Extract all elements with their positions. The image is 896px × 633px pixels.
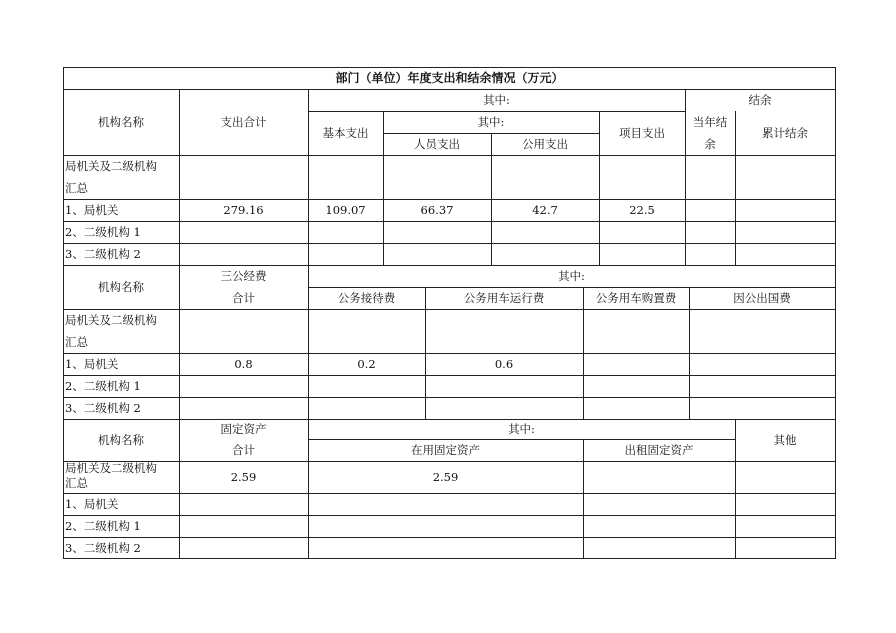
- header-of-which-basic: 其中:: [477, 115, 505, 129]
- header-three-public-line2: 合计: [232, 291, 255, 305]
- cell-total: 279.16: [223, 203, 264, 217]
- header-fixed-assets-line2: 合计: [232, 443, 255, 457]
- header-fixed-assets-line1: 固定资产: [220, 422, 267, 436]
- table-row-label: 1、局机关: [65, 497, 119, 511]
- row-label-line1: 局机关及二级机构: [65, 159, 157, 173]
- row-label-line2: 汇总: [65, 335, 88, 349]
- header-total-expenditure: 支出合计: [220, 115, 267, 129]
- table-row-label: 2、二级机构 1: [65, 225, 141, 239]
- header-current-year-surplus: [685, 111, 735, 155]
- header-org-name: 机构名称: [98, 280, 144, 294]
- header-project-expenditure: 项目支出: [619, 126, 665, 140]
- table-title: 部门（单位）年度支出和结余情况（万元）: [335, 71, 564, 85]
- header-basic-expenditure: 基本支出: [322, 126, 369, 140]
- cell-total: 2.59: [230, 470, 257, 484]
- table-row-label: [63, 461, 179, 493]
- header-of-which: 其中:: [483, 93, 510, 107]
- row-label-line1: 局机关及二级机构: [65, 313, 157, 327]
- header-fixed-assets-total: [179, 419, 308, 461]
- table-row-label: 3、二级机构 2: [65, 540, 141, 555]
- header-vehicle-running-fee: 公务用车运行费: [463, 291, 545, 305]
- table-row-label: [63, 155, 179, 199]
- cell-in-use: 2.59: [432, 470, 459, 484]
- cell-personnel: 66.37: [420, 203, 454, 217]
- header-current-year-surplus-line2: 余: [704, 137, 716, 151]
- table-row-label: 3、二级机构 2: [65, 247, 141, 261]
- table-row-label: [63, 309, 179, 353]
- header-of-which: 其中:: [508, 422, 535, 436]
- table-row-label: 1、局机关: [65, 357, 119, 371]
- header-surplus: 结余: [748, 93, 772, 107]
- header-current-year-surplus-line1: 当年结: [692, 115, 728, 129]
- header-other: 其他: [773, 433, 797, 447]
- cell-reception: 0.2: [357, 357, 376, 371]
- header-three-public-total: [179, 265, 308, 309]
- header-leased-assets: 出租固定资产: [624, 443, 694, 457]
- table-row-label: 2、二级机构 1: [65, 519, 141, 533]
- row-label-line2: 汇总: [65, 476, 88, 490]
- rule: [835, 67, 836, 559]
- header-overseas-travel-fee: 因公出国费: [733, 291, 791, 305]
- header-three-public-line1: 三公经费: [220, 269, 267, 283]
- row-label-line2: 汇总: [65, 181, 88, 195]
- header-public-expenditure: 公用支出: [522, 137, 568, 151]
- header-org-name: 机构名称: [98, 115, 144, 129]
- table-row-label: 3、二级机构 2: [65, 401, 141, 415]
- row-label-line1: 局机关及二级机构: [65, 461, 157, 475]
- cell-total: 0.8: [234, 357, 253, 371]
- table-row-label: 1、局机关: [65, 203, 119, 217]
- header-reception-fee: 公务接待费: [337, 291, 396, 305]
- table-row-label: 2、二级机构 1: [65, 379, 141, 393]
- header-cumulative-surplus: 累计结余: [762, 126, 808, 140]
- cell-vehicle-running: 0.6: [494, 357, 514, 371]
- header-org-name: 机构名称: [98, 433, 144, 447]
- cell-public: 42.7: [532, 203, 558, 217]
- header-of-which: 其中:: [558, 269, 585, 283]
- header-vehicle-purchase-fee: 公务用车购置费: [595, 291, 677, 305]
- cell-basic: 109.07: [325, 203, 366, 217]
- header-personnel-expenditure: 人员支出: [414, 137, 460, 151]
- header-in-use-assets: 在用固定资产: [411, 443, 480, 457]
- cell-project: 22.5: [629, 203, 655, 217]
